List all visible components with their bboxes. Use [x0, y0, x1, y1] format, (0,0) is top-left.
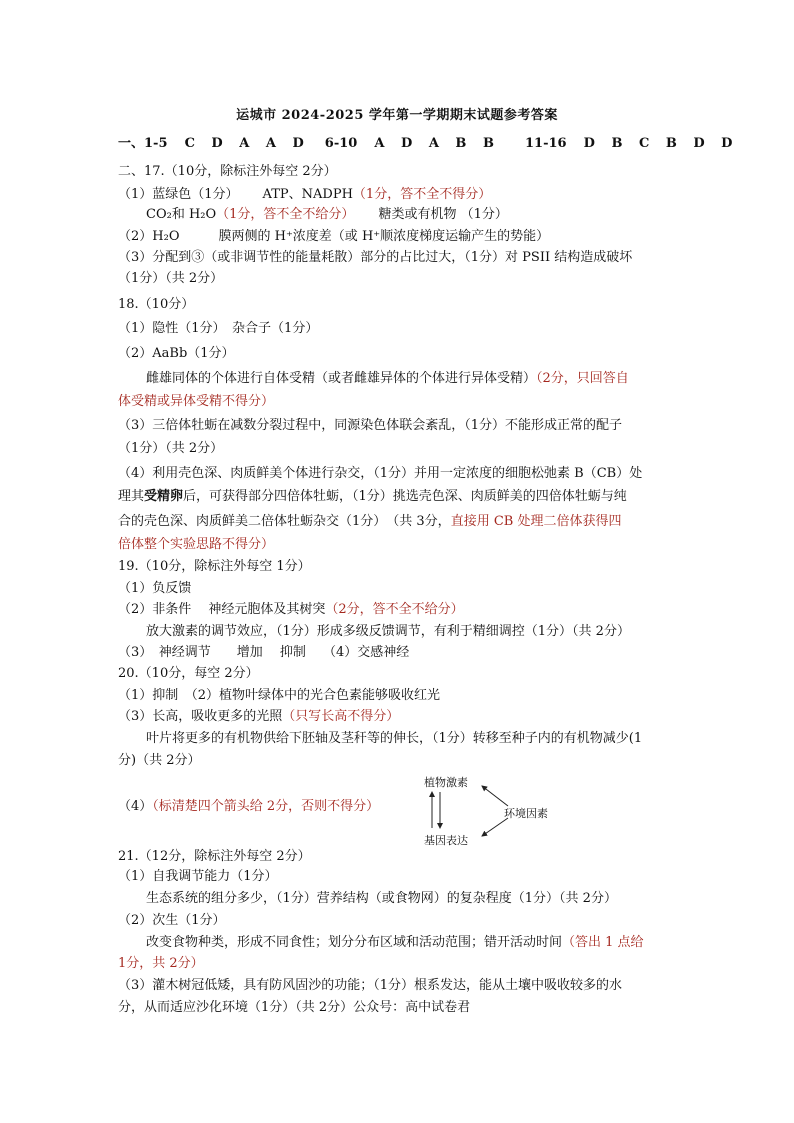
- q18-heading: 18.（10分）: [118, 297, 195, 312]
- q18-l8b: 受精卵: [144, 489, 184, 504]
- q18-line-1: （1）隐性（1分） 杂合子（1分）: [118, 321, 319, 336]
- q18-l9b: 直接用 CB 处理二倍体获得四: [450, 514, 622, 529]
- q20-l5a: （4）: [118, 799, 153, 814]
- q21-line-6: （3）灌木树冠低矮，具有防风固沙的功能；（1分）根系发达，能从土壤中吸收较多的水: [118, 978, 623, 993]
- q18-l8c: 后，可获得部分四倍体牡蛎，（1分）挑选壳色深、肉质鲜美的四倍体牡蛎与纯: [183, 489, 627, 504]
- mc-answers-1-5: C D A A D: [184, 136, 304, 151]
- q18-line-3: [146, 370, 629, 388]
- q20-line-3: 叶片将更多的有机物供给下胚轴及茎秆等的伸长，（1分）转移至种子内的有机物减少(1: [146, 731, 643, 746]
- q21-l4b: （答出 1 点给: [562, 935, 644, 950]
- q17-line-2: [146, 206, 508, 224]
- q17-l1a: （1）蓝绿色（1分）: [118, 187, 239, 202]
- mc-label-1: 一、1-5: [118, 136, 168, 151]
- q21-line-4: [146, 934, 644, 952]
- mc-answers-11-16: D B C B D D: [583, 136, 733, 151]
- q18-line-9: [118, 513, 621, 531]
- q19-line-1: （1）负反馈: [118, 581, 192, 596]
- q19-line-4: （3） 神经调节 增加 抑制 （4）交感神经: [118, 645, 410, 660]
- q18-l8a: 理其: [118, 489, 145, 504]
- q17-line-3: （2）H₂O 膜两侧的 H⁺浓度差（或 H⁺顺浓度梯度运输产生的势能）: [118, 229, 550, 244]
- q18-line-2: （2）AaBb（1分）: [118, 346, 235, 361]
- q17-line-4: （3）分配到③（或非调节性的能量耗散）部分的占比过大，（1分）对 PSII 结构造成破坏: [118, 250, 633, 265]
- q19-heading: 19.（10分，除标注外每空 1分）: [118, 559, 311, 574]
- q21-line-3: （2）次生（1分）: [118, 913, 226, 928]
- q20-l5b: （标清楚四个箭头给 2分，否则不得分）: [152, 799, 380, 814]
- mc-label-3: 11-16: [525, 136, 567, 151]
- q20-line-1: （1）抑制 （2）植物叶绿体中的光合色素能够吸收红光: [118, 688, 441, 703]
- mc-label-2: 6-10: [324, 136, 358, 151]
- q20-line-4: 分)（共 2分）: [118, 753, 201, 768]
- q18-line-7: （4）利用壳色深、肉质鲜美个体进行杂交，（1分）并用一定浓度的细胞松弛素 B（CB）处: [118, 466, 643, 481]
- q17-l2a: CO₂和 H₂O: [146, 207, 217, 222]
- q19-line-2: [118, 601, 464, 619]
- q18-l9a: 合的壳色深、肉质鲜美二倍体牡蛎杂交（1分） （共 3分，: [118, 514, 451, 529]
- q20-heading: 20.（10分，每空 2分）: [118, 666, 259, 681]
- hormone-diagram: [420, 770, 570, 850]
- q21-l4a: 改变食物种类，形成不同食性；划分分布区域和活动范围；错开活动时间: [146, 935, 563, 950]
- q18-l3b: （2分，只回答自: [536, 371, 629, 386]
- q20-l2b: （只写长高不得分）: [282, 709, 400, 724]
- q21-heading: 21.（12分，除标注外每空 2分）: [118, 849, 311, 864]
- q18-l3a: 雌雄同体的个体进行自体受精（或者雌雄异体的个体进行异体受精）: [146, 371, 537, 386]
- q17-l1b: ATP、NADPH: [262, 187, 353, 202]
- q18-line-8: [118, 488, 627, 506]
- q17-l2b: （1分，答不全不给分）: [216, 207, 355, 222]
- q18-line-4: 体受精或异体受精不得分）: [118, 394, 275, 409]
- q21-line-1: （1）自我调节能力（1分）: [118, 869, 278, 884]
- q20-line-2: [118, 708, 399, 726]
- q17-line-1: [118, 186, 491, 204]
- q18-line-5: （3）三倍体牡蛎在减数分裂过程中，同源染色体联会紊乱，（1分）不能形成正常的配子: [118, 418, 623, 433]
- q17-l1c: （1分，答不全不得分）: [352, 187, 492, 202]
- diagram-label-hormone: 植物激素: [424, 776, 468, 789]
- arrow-env-to-hormone: [482, 786, 508, 806]
- q21-line-7: 分，从而适应沙化环境（1分）（共 2分）公众号：高中试卷君: [118, 1000, 471, 1015]
- q19-line-3: 放大激素的调节效应，（1分）形成多级反馈调节，有利于精细调控（1分）（共 2分）: [146, 624, 630, 639]
- q21-line-2: 生态系统的组分多少，（1分）营养结构（或食物网）的复杂程度（1分）（共 2分）: [146, 891, 617, 906]
- page-title: 运城市 2024-2025 学年第一学期期末试题参考答案: [236, 108, 558, 123]
- q20-line-5: [118, 798, 379, 816]
- mc-answers-6-10: A D A B B: [374, 136, 494, 151]
- q19-l2b: （2分，答不全不给分）: [325, 602, 464, 617]
- q18-line-10: 倍体整个实验思路不得分）: [118, 537, 275, 552]
- q17-heading: 二、17.（10分，除标注外每空 2分）: [118, 164, 337, 179]
- diagram-label-environment: 环境因素: [504, 807, 548, 820]
- diagram-label-gene-expression: 基因表达: [424, 834, 468, 847]
- q18-line-6: （1分）（共 2分）: [118, 441, 224, 456]
- q17-l2c: 糖类或有机物 （1分）: [378, 207, 508, 222]
- q17-line-5: （1分）（共 2分）: [118, 271, 224, 286]
- q19-l2a: （2）非条件 神经元胞体及其树突: [118, 602, 326, 617]
- mc-answers: [118, 135, 732, 153]
- q20-l2a: （3）长高，吸收更多的光照: [118, 709, 283, 724]
- q21-line-5: 1分，共 2分）: [118, 956, 204, 971]
